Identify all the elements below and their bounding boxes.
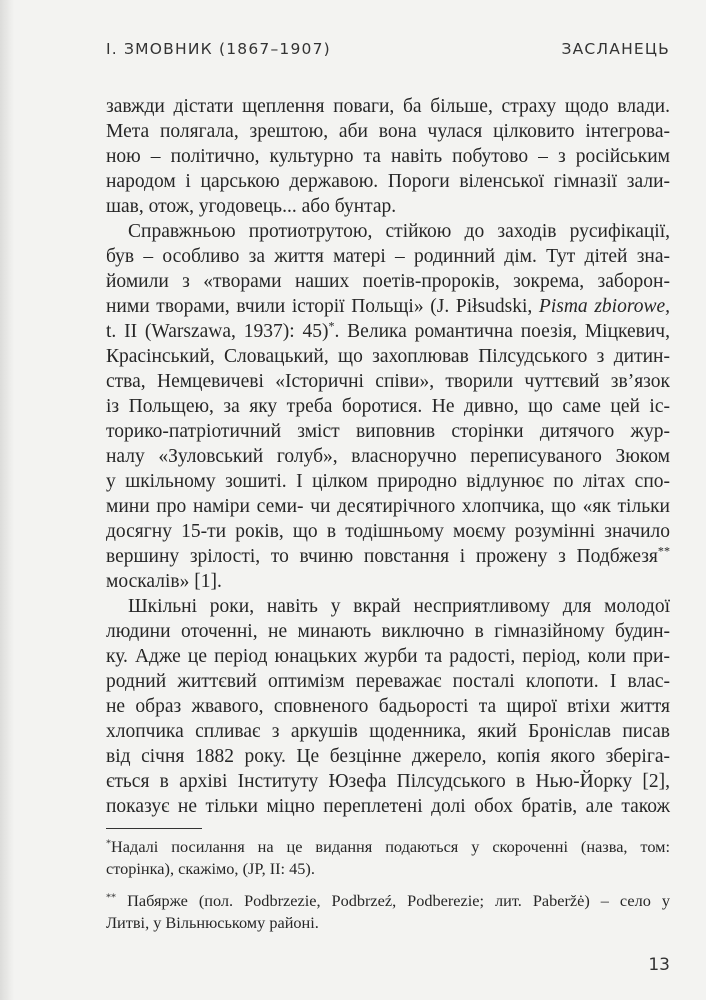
text-segment: Литві, у Вільнюському районі.	[106, 912, 319, 932]
footnote-divider	[106, 828, 202, 829]
footnote	[106, 890, 670, 933]
text-line	[106, 569, 670, 594]
text-line	[106, 519, 670, 544]
text-line	[106, 194, 670, 219]
footnote-marker: **	[106, 892, 117, 904]
text-line	[106, 469, 670, 494]
text-segment: досягну 15-ти років, що в тодішньому моєму розумінні значило	[106, 521, 670, 542]
footnote-marker: *	[106, 838, 112, 850]
text-line	[106, 119, 670, 144]
section-title: ЗАСЛАНЕЦЬ	[561, 40, 670, 58]
text-line	[106, 694, 670, 719]
text-segment: не образ жвавого, сповненого бадьорості та щирої втіхи життя	[106, 696, 670, 717]
text-segment: людини оточенні, не минають виключно в гімназійному будин-	[106, 621, 670, 642]
text-line	[106, 394, 670, 419]
text-segment: від січня 1882 року. Це безцінне джерело, копія якого зберіга-	[106, 746, 670, 767]
text-segment: йомили з «творами наших поетів-пророків, зокрема, заборон-	[106, 271, 670, 292]
text-segment: був – особливо за життя матері – родинний дім. Тут дітей зна-	[106, 246, 670, 267]
text-line	[106, 269, 670, 294]
text-line	[106, 94, 670, 119]
text-segment: завжди дістати щеплення поваги, ба більше, страху щодо влади.	[106, 96, 670, 117]
text-segment: ку. Адже це період юнацьких журби та радості, період, коли при-	[106, 646, 670, 667]
text-line	[106, 219, 670, 244]
text-segment: ства, Немцевичеві «Історичні співи», творили чуттєвий зв’язок	[106, 371, 670, 392]
text-line	[106, 769, 670, 794]
text-segment: родний життєвий оптимізм переважає посталі клопоти. І влас-	[106, 671, 670, 692]
page-edge-shadow	[0, 0, 14, 1000]
text-line	[106, 494, 670, 519]
text-segment: у шкільному зошиті. І цілком природно відлунює по літах спо-	[106, 471, 670, 492]
text-line	[106, 744, 670, 769]
footnote-marker: *	[328, 319, 335, 334]
text-segment: хлопчика спливає з аркушів щоденника, який Броніслав писав	[106, 721, 670, 742]
text-line	[106, 719, 670, 744]
text-segment: показує не тільки міцно переплетені долі обох братів, але також	[106, 796, 670, 817]
text-segment: налу «Зуловський голуб», власноручно переписуваного Зюком	[106, 446, 670, 467]
text-segment: народом і царською державою. Пороги віленської гімназії зали-	[106, 171, 670, 192]
text-segment: Красінський, Словацький, що захоплював Пілсудського з дитин-	[106, 346, 670, 367]
body-text	[106, 94, 670, 819]
text-segment: t. II (Warszawa, 1937): 45)	[106, 321, 329, 342]
text-line	[106, 369, 670, 394]
footnote-marker: **	[657, 544, 670, 559]
text-line	[106, 319, 670, 344]
text-segment: торико-патріотичний зміст виповнив сторінки дитячого жур-	[106, 421, 670, 442]
text-line	[106, 294, 670, 319]
chapter-title: І. ЗМОВНИК (1867–1907)	[106, 40, 331, 58]
text-line	[106, 444, 670, 469]
text-line	[106, 836, 670, 858]
text-line	[106, 419, 670, 444]
footnotes	[106, 836, 670, 944]
text-line	[106, 144, 670, 169]
text-segment: москалів» [1].	[106, 571, 222, 592]
text-segment: ється в архіві Інституту Юзефа Пілсудського в Нью-Йорку [2],	[106, 771, 670, 792]
text-line	[106, 344, 670, 369]
text-segment: Надалі посилання на це видання подаються у скороченні (назва, том:	[111, 837, 670, 856]
text-line	[106, 169, 670, 194]
page-number: 13	[648, 955, 670, 975]
text-segment: ною – політично, культурно та навіть побутово – з російським	[106, 146, 670, 167]
text-line	[106, 794, 670, 819]
paragraph	[106, 94, 670, 219]
text-line	[106, 912, 670, 934]
paragraph	[106, 219, 670, 594]
text-segment: Мета полягала, зрештою, аби вона чулася цілковито інтегрова-	[106, 121, 670, 142]
text-segment: із Польщею, за яку треба боротися. Не дивно, що саме цей іс-	[106, 396, 670, 417]
text-segment: Справжньою протиотрутою, стійкою до заходів русифікації,	[128, 221, 670, 242]
text-line	[106, 619, 670, 644]
text-segment: Шкільні роки, навіть у вкрай несприятливому для молодої	[128, 596, 670, 617]
footnote	[106, 836, 670, 879]
text-line	[106, 244, 670, 269]
running-header	[106, 40, 670, 64]
text-segment: шав, отож, угодовець... або бунтар.	[106, 196, 397, 217]
text-line	[106, 858, 670, 880]
text-line	[106, 644, 670, 669]
text-segment: Пабярже (пол. Podbrzezie, Podbrzeź, Podberezie; лит. Paberžė) – село у	[116, 891, 670, 910]
text-segment: вершину зрілості, то вчиню повстання і прожену з Подбжезя	[106, 546, 658, 567]
text-line	[106, 890, 670, 912]
text-line	[106, 594, 670, 619]
text-line	[106, 544, 670, 569]
text-segment: сторінка), скажімо, (JP, II: 45).	[106, 858, 315, 878]
text-segment: мини про наміри семи- чи десятирічного хлопчика, що «як тільки	[106, 496, 670, 517]
paragraph	[106, 594, 670, 819]
italic-text: Pisma zbiorowe,	[538, 296, 670, 317]
text-line	[106, 669, 670, 694]
text-segment: ними творами, вчили історії Польщі» (J. Piłsudski,	[106, 296, 539, 317]
text-segment: . Велика романтична поезія, Міцкевич,	[334, 321, 670, 342]
